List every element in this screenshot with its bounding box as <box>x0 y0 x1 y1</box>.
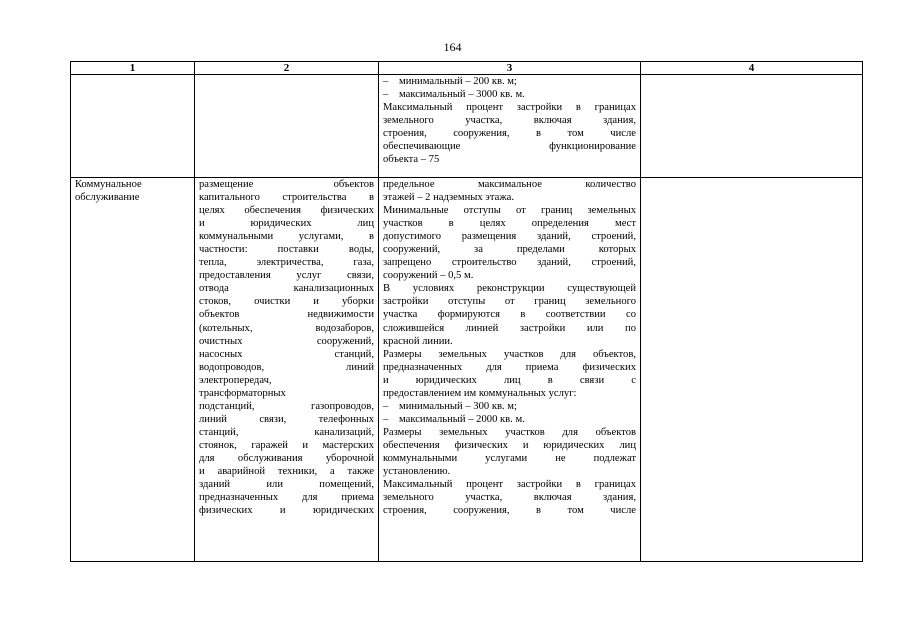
dash-item: – минимальный – 200 кв. м; <box>383 76 517 87</box>
text-line: объекта – 75 <box>383 154 440 166</box>
column-header-1: 1 <box>71 62 195 75</box>
text-line: Размеры земельных участков для объектов <box>383 426 636 438</box>
description-line: подстанций, газопроводов, <box>199 400 374 412</box>
text-line: предназначенных для приема физических <box>383 361 636 373</box>
description-line: линий связи, телефонных <box>199 413 374 425</box>
text-line: строения, сооружения, в том числе <box>383 505 636 517</box>
description-line: предоставления услуг связи, <box>199 270 374 282</box>
text-line: сооружений, за пределами которых <box>383 244 636 256</box>
text-line: В условиях реконструкции существующей <box>383 283 636 295</box>
text-line: предоставлением им коммунальных услуг: <box>383 387 577 399</box>
cell-use-description <box>195 178 379 562</box>
description-line: трансформаторных <box>199 387 286 399</box>
description-line: насосных станций, <box>199 348 374 360</box>
text-line: участка формируются в соответствии со <box>383 309 636 321</box>
text-line: сложившейся линией застройки или по <box>383 322 636 334</box>
text-line: участков в целях определения мест <box>383 218 636 230</box>
description-line: и юридических лиц <box>199 218 374 230</box>
description-line: капитального строительства в <box>199 192 374 204</box>
description-line: электропередач, <box>199 374 272 386</box>
cell-use-type <box>71 178 195 562</box>
description-line: водопроводов, линий <box>199 361 374 373</box>
column-header-4: 4 <box>641 62 863 75</box>
dash-item: – максимальный – 2000 кв. м. <box>383 413 525 425</box>
cell-parameters <box>379 178 641 562</box>
dash-item: – минимальный – 300 кв. м; <box>383 400 517 412</box>
description-line: очистных сооружений, <box>199 335 374 347</box>
text-line: Максимальный процент застройки в границах <box>383 102 636 114</box>
use-type-line: обслуживание <box>75 192 140 204</box>
table-header-row <box>71 62 863 75</box>
description-line: зданий или помещений, <box>199 479 374 491</box>
text-line: обеспечивающие функционирование <box>383 141 636 153</box>
cell-notes <box>641 178 863 562</box>
column-header-2: 2 <box>195 62 379 75</box>
text-line: запрещено строительство зданий, строений, <box>383 257 636 269</box>
description-line: станций, канализаций, <box>199 426 374 438</box>
text-line: Максимальный процент застройки в границах <box>383 479 636 491</box>
cell-notes-empty <box>641 75 863 178</box>
description-line: тепла, электричества, газа, <box>199 257 374 269</box>
description-line: размещение объектов <box>199 179 374 190</box>
text-line: предельное максимальное количество <box>383 179 636 190</box>
dash-item: – максимальный – 3000 кв. м. <box>383 89 525 101</box>
description-line: для обслуживания уборочной <box>199 452 374 464</box>
description-line: стоков, очистки и уборки <box>199 296 374 308</box>
text-line: строения, сооружения, в том числе <box>383 128 636 140</box>
text-line: земельного участка, включая здания, <box>383 492 636 504</box>
cell-description-empty <box>195 75 379 178</box>
description-line: объектов недвижимости <box>199 309 374 321</box>
text-line: сооружений – 0,5 м. <box>383 270 474 282</box>
text-line: обеспечения физических и юридических лиц <box>383 439 636 451</box>
description-line: (котельных, водозаборов, <box>199 322 374 334</box>
text-line: и юридических лиц в связи с <box>383 374 636 386</box>
text-line: этажей – 2 надземных этажа. <box>383 192 514 204</box>
text-line: Размеры земельных участков для объектов, <box>383 348 636 360</box>
text-line: земельного участка, включая здания, <box>383 115 636 127</box>
cell-type-empty <box>71 75 195 178</box>
description-line: целях обеспечения физических <box>199 205 374 217</box>
description-line: предназначенных для приема <box>199 492 374 504</box>
text-line: застройки отступы от границ земельного <box>383 296 636 308</box>
description-line: коммунальными услугами, в <box>199 231 374 243</box>
page-number: 164 <box>443 40 462 54</box>
text-line: коммунальными услугами не подлежат <box>383 452 636 464</box>
use-type-line: Коммунальное <box>75 179 142 190</box>
text-line: установлению. <box>383 466 451 478</box>
zoning-table <box>70 61 863 562</box>
text-line: красной линии. <box>383 335 453 347</box>
description-line: физических и юридических <box>199 505 374 517</box>
description-line: отвода канализационных <box>199 283 374 295</box>
table-row-communal-service <box>71 178 863 562</box>
cell-parameters-continuation <box>379 75 641 178</box>
description-line: стоянок, гаражей и мастерских <box>199 439 374 451</box>
text-line: допустимого размещения зданий, строений, <box>383 231 636 243</box>
column-header-3: 3 <box>379 62 641 75</box>
description-line: и аварийной техники, а также <box>199 466 374 478</box>
text-line: Минимальные отступы от границ земельных <box>383 205 636 217</box>
description-line: частности: поставки воды, <box>199 244 374 256</box>
table-row-continuation <box>71 75 863 178</box>
